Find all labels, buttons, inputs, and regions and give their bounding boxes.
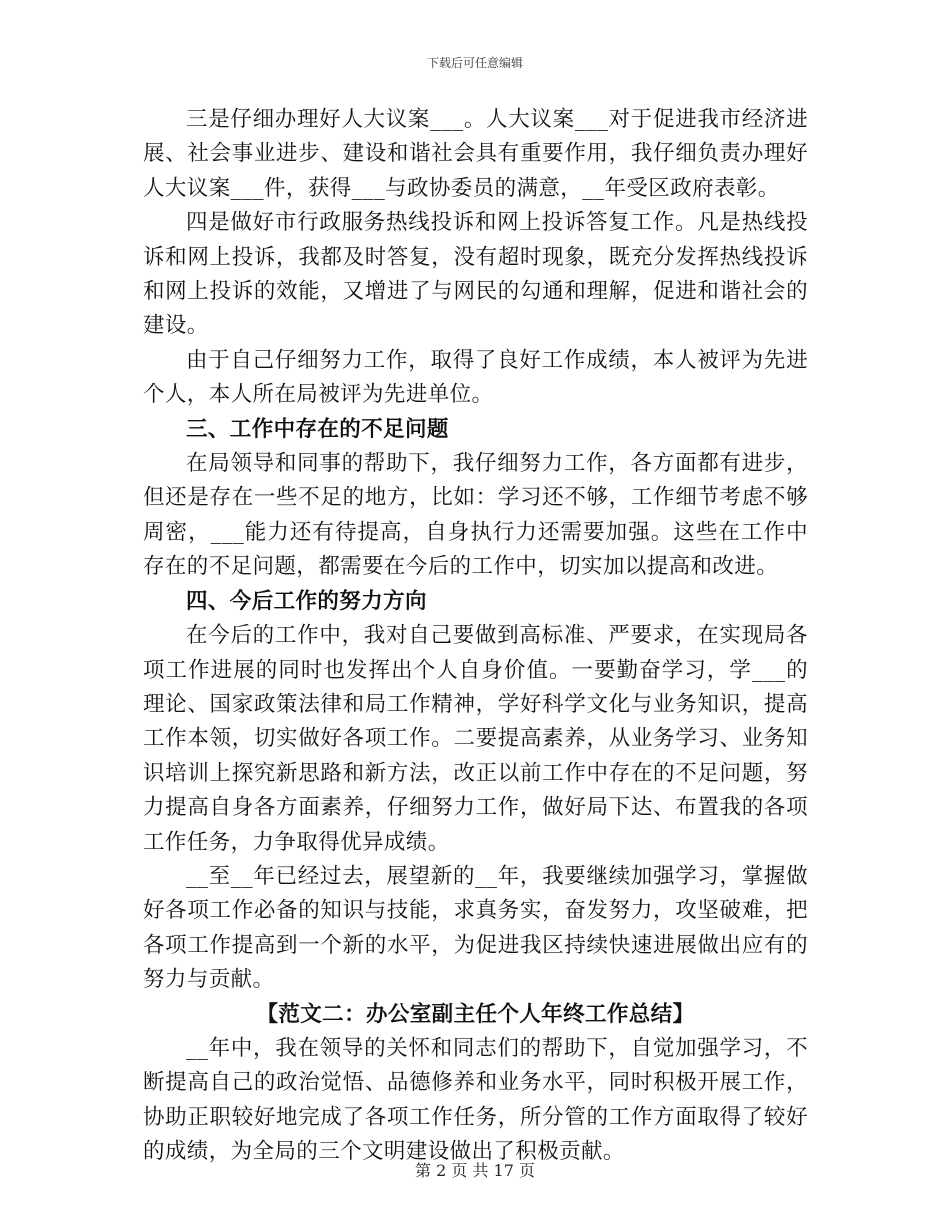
- paragraph-outlook: __至__年已经过去，展望新的__年，我要继续加强学习，掌握做好各项工作必备的知识与技能，求真务实，奋发努力，攻坚破难，把各项工作提高到一个新的水平，为促进我区持续快速进展做出应有的努力与贡献。: [143, 863, 808, 993]
- paragraph-shortcomings: 在局领导和同事的帮助下，我仔细努力工作，各方面都有进步，但还是存在一些不足的地方，比如：学习还不够，工作细节考虑不够周密，___能力还有待提高，自身执行力还需要加强。这些在工作中存在的不足问题，都需要在今后的工作中，切实加以提高和改进。: [143, 451, 808, 580]
- paragraph-hotline: 四是做好市行政服务热线投诉和网上投诉答复工作。凡是热线投诉和网上投诉，我都及时答复，没有超时现象，既充分发挥热线投诉和网上投诉的效能，又增进了与网民的勾通和理解，促进和谐社会的建设。: [143, 210, 808, 339]
- page-number-footer: 第 2 页 共 17 页: [415, 1161, 535, 1180]
- paragraph-proposals: 三是仔细办理好人大议案___。人大议案___对于促进我市经济进展、社会事业进步、建设和谐社会具有重要作用，我仔细负责办理好人大议案___件，获得___与政协委员的满意，__年受区政府表彰。: [143, 107, 808, 201]
- paragraph-sample-two-intro: __年中，我在领导的关怀和同志们的帮助下，自觉加强学习，不断提高自己的政治觉悟、品德修养和业务水平，同时积极开展工作，协助正职较好地完成了各项工作任务，所分管的工作方面取得了较好的成绩，为全局的三个文明建设做出了积极贡献。: [143, 1035, 808, 1165]
- section-heading-direction: 四、今后工作的努力方向: [186, 588, 427, 614]
- paragraph-direction: 在今后的工作中，我对自己要做到高标准、严要求，在实现局各项工作进展的同时也发挥出个人自身价值。一要勤奋学习，学___的理论、国家政策法律和局工作精神，学好科学文化与业务知识，提高工作本领，切实做好各项工作。二要提高素养，从业务学习、业务知识培训上探究新思路和新方法，改正以前工作中存在的不足问题，努力提高自身各方面素养，仔细努力工作，做好局下达、布置我的各项工作任务，力争取得优异成绩。: [143, 623, 808, 855]
- page-header: 下载后可任意编辑: [426, 56, 523, 70]
- sample-two-title: 【范文二：办公室副主任个人年终工作总结】: [256, 1001, 695, 1027]
- document-body: [143, 103, 808, 1170]
- paragraph-achievement: 由于自己仔细努力工作，取得了良好工作成绩，本人被评为先进个人，本人所在局被评为先进单位。: [143, 347, 808, 408]
- section-heading-shortcomings: 三、工作中存在的不足问题: [186, 416, 449, 442]
